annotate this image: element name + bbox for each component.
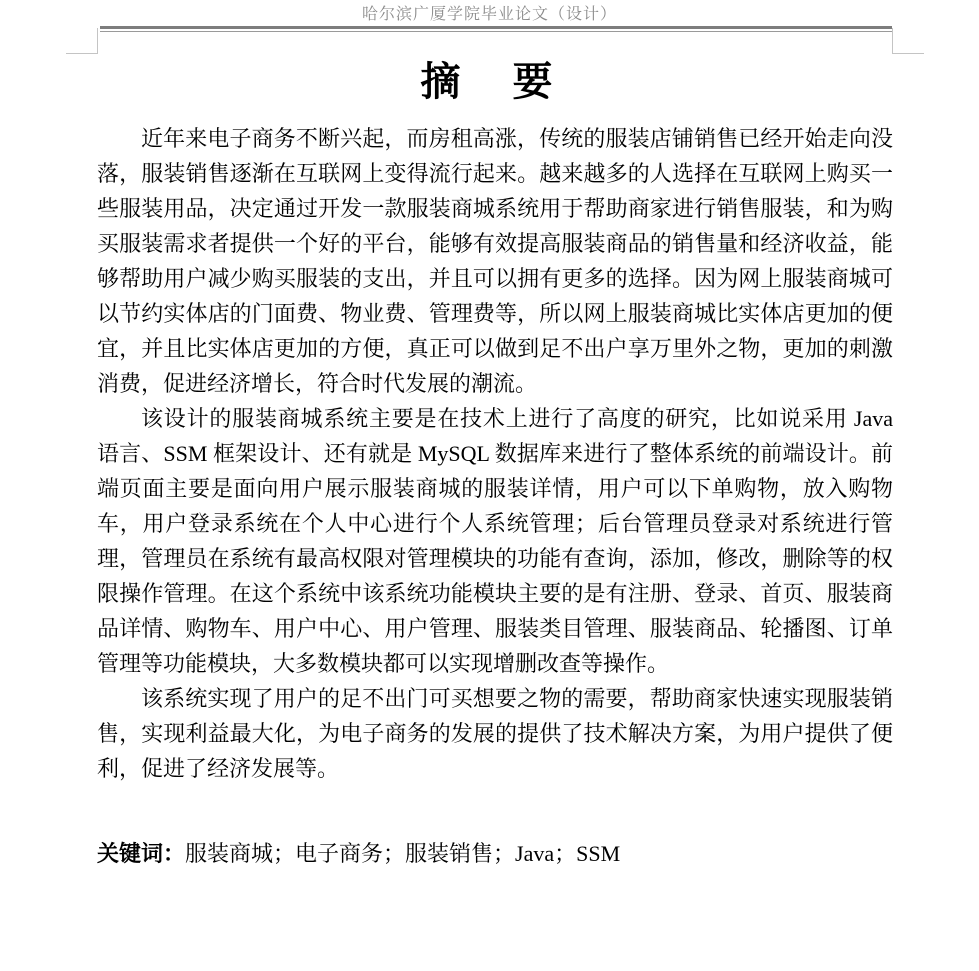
page-title: 摘 要 [420, 60, 559, 104]
header-double-rule [100, 26, 892, 32]
text-boundary-corner-top-right [892, 28, 924, 54]
keywords-line [97, 836, 893, 871]
abstract-paragraph-2: 该设计的服装商城系统主要是在技术上进行了高度的研究，比如说采用 Java 语言、SSM 框架设计、还有就是 MySQL 数据库来进行了整体系统的前端设计。前端页面主要是面向用户展示服装商城的服装详情，用户可以下单购物，放入购物车，用户登录系统在个人中心进行个人系统管理；后台管理员登录对系统进行管理，管理员在系统有最高权限对管理模块的功能有查询，添加，修改，删除等的权限操作管理。在这个系统中该系统功能模块主要的是有注册、登录、首页、服装商品详情、购物车、用户中心、用户管理、服装类目管理、服装商品、轮播图、订单管理等功能模块，大多数模块都可以实现增删改查等操作。 [97, 406, 893, 676]
abstract-paragraph-3: 该系统实现了用户的足不出门可买想要之物的需要，帮助商家快速实现服装销售，实现利益最大化，为电子商务的发展的提供了技术解决方案，为用户提供了便利，促进了经济发展等。 [97, 686, 893, 781]
keywords-value: 服装商城；电子商务；服装销售；Java；SSM [185, 841, 621, 866]
keywords-label: 关键词： [97, 841, 186, 866]
running-header: 哈尔滨广厦学院毕业论文（设计） [361, 6, 617, 23]
text-boundary-corner-top-left [66, 28, 98, 54]
abstract-paragraph-1: 近年来电子商务不断兴起，而房租高涨，传统的服装店铺销售已经开始走向没落，服装销售逐渐在互联网上变得流行起来。越来越多的人选择在互联网上购买一些服装用品，决定通过开发一款服装商城系统用于帮助商家进行销售服装，和为购买服装需求者提供一个好的平台，能够有效提高服装商品的销售量和经济收益，能够帮助用户减少购买服装的支出，并且可以拥有更多的选择。因为网上服装商城可以节约实体店的门面费、物业费、管理费等，所以网上服装商城比实体店更加的便宜，并且比实体店更加的方便，真正可以做到足不出户享万里外之物，更加的刺激消费，促进经济增长，符合时代发展的潮流。 [97, 126, 893, 396]
abstract-body [97, 121, 893, 871]
